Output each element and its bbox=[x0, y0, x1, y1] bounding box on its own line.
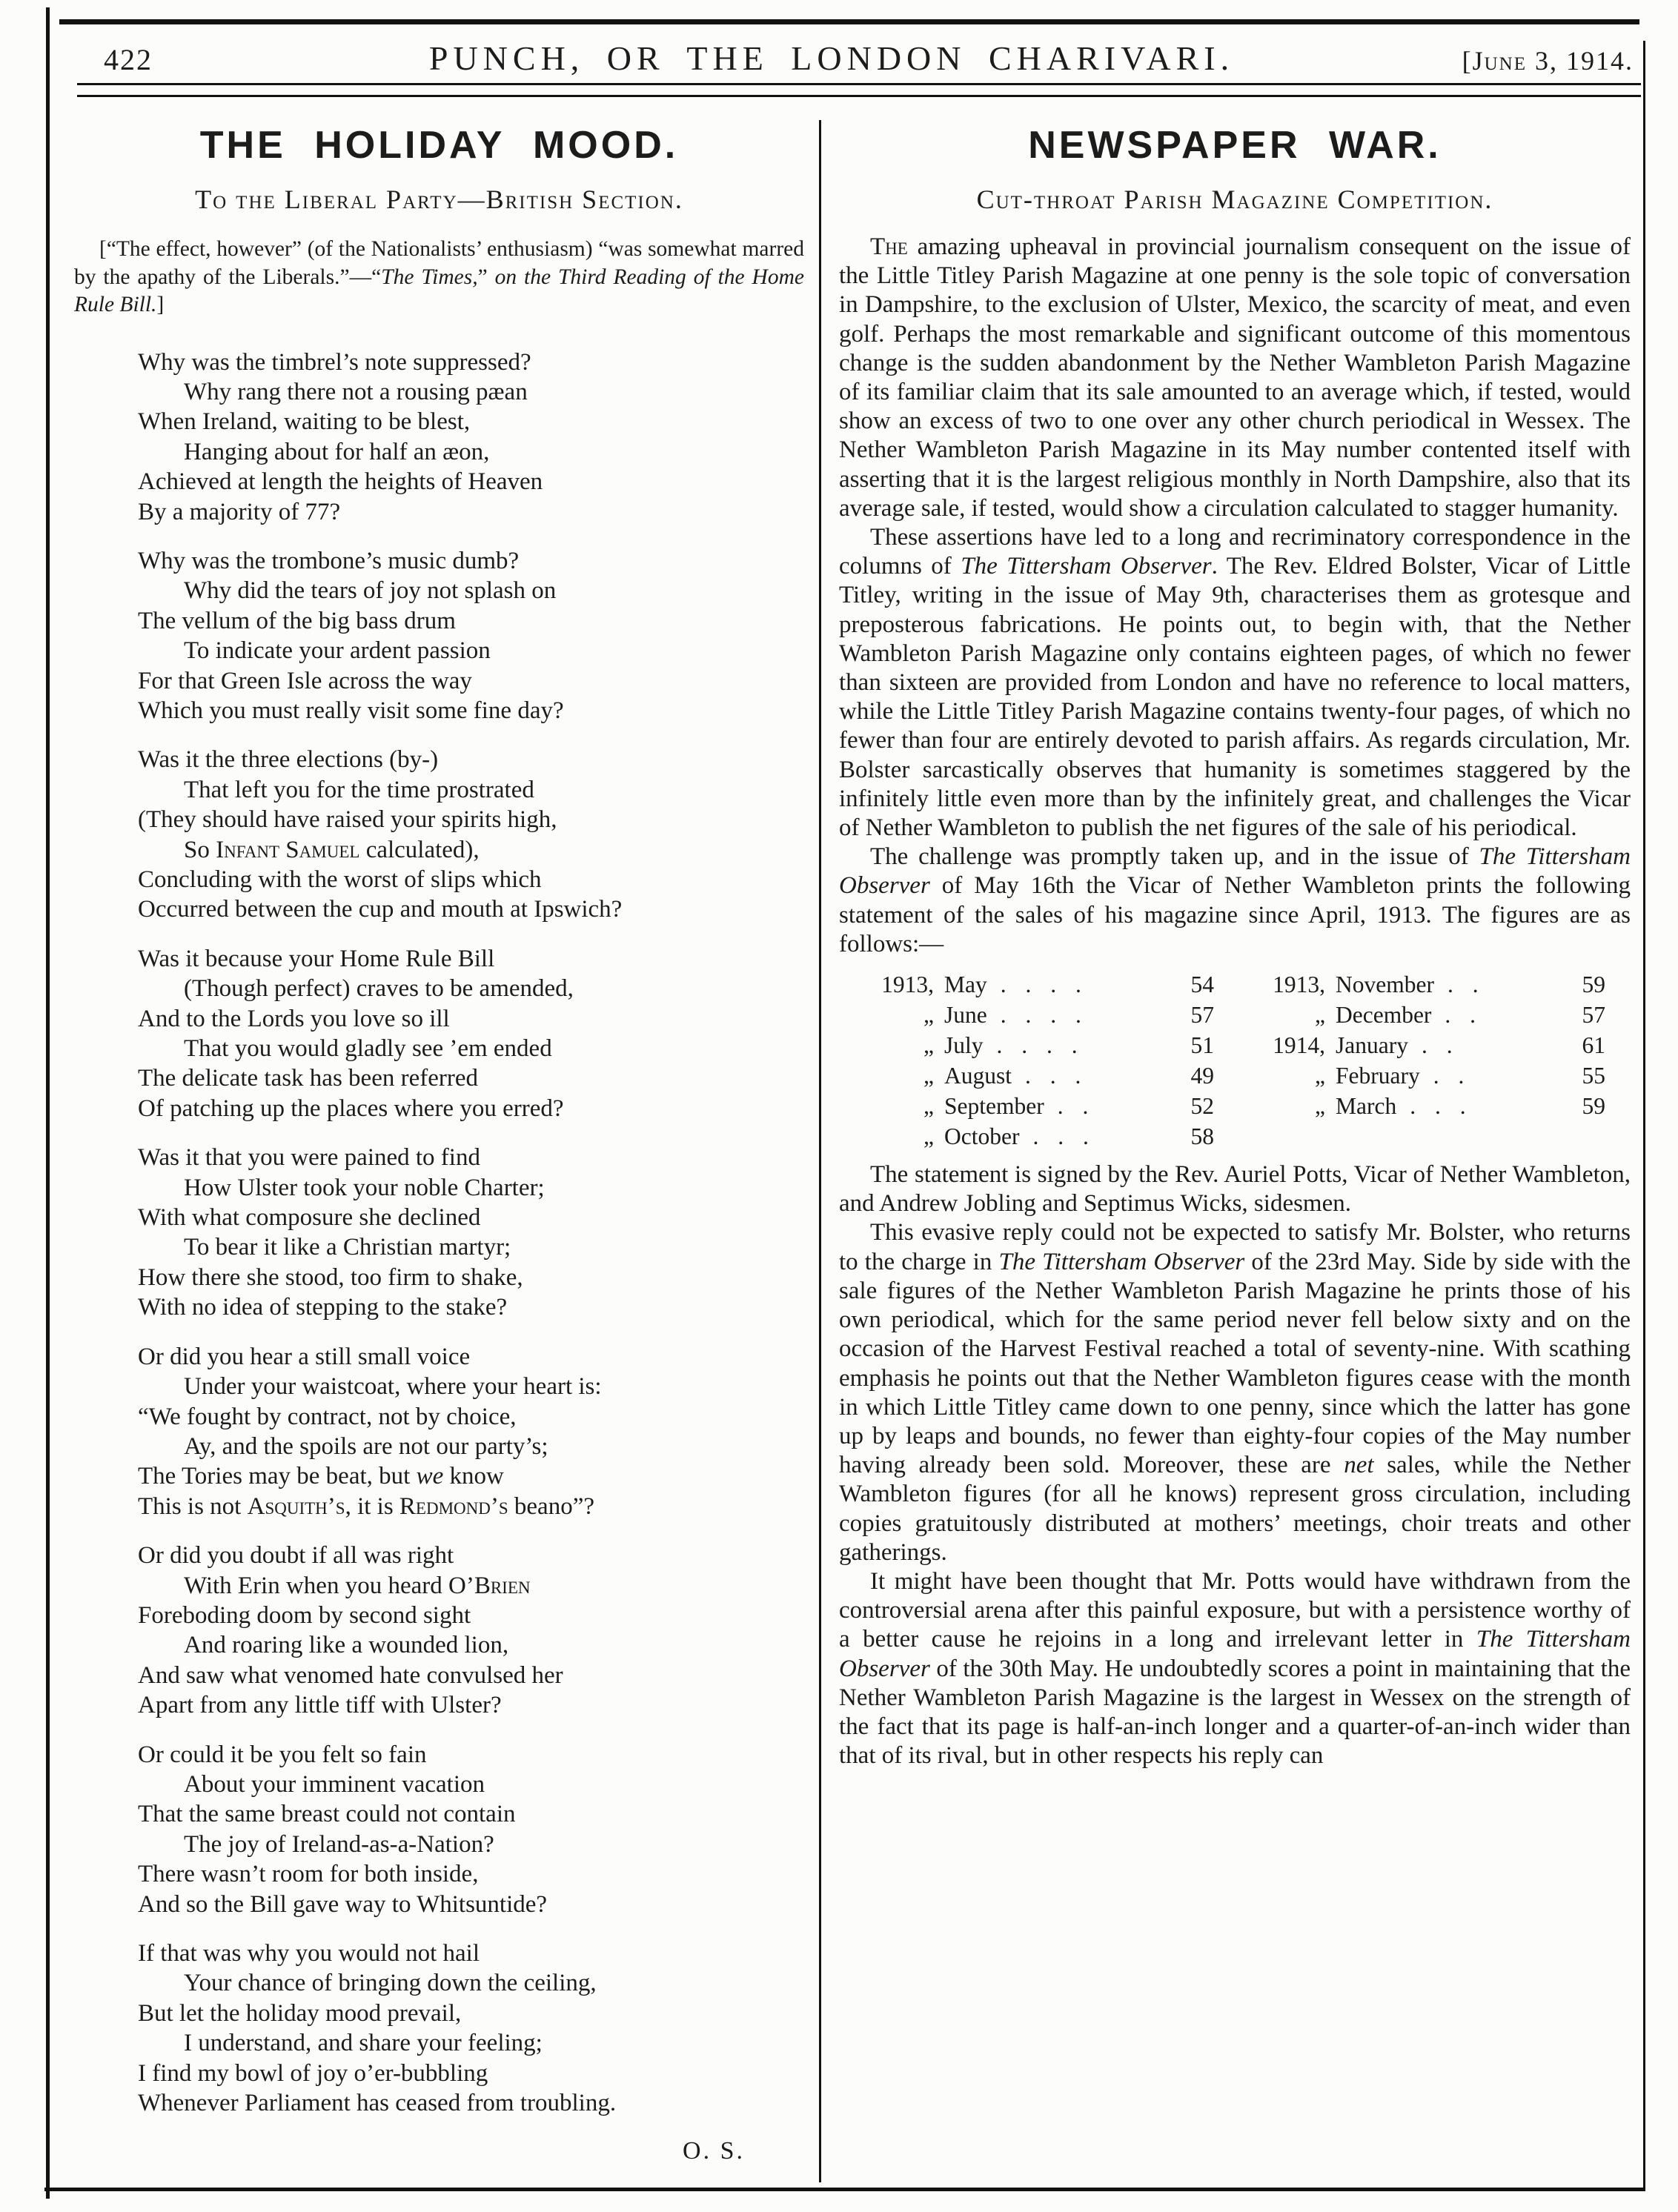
sales-row bbox=[864, 1030, 1214, 1060]
sales-value: 59 bbox=[1582, 1093, 1605, 1120]
sales-table bbox=[839, 969, 1631, 1152]
sales-year: „ bbox=[923, 1123, 934, 1150]
poem-line: (They should have raised your spirits high, bbox=[138, 806, 557, 834]
sales-row bbox=[864, 1121, 1214, 1152]
dot-leader: . . . bbox=[1025, 1063, 1088, 1089]
poem bbox=[138, 348, 804, 2119]
poem-line: Achieved at length the heights of Heaven bbox=[138, 468, 543, 496]
poem-line: This is not Asquith’s, it is Redmond’s beano”? bbox=[138, 1492, 594, 1520]
poem-line: Your chance of bringing down the ceiling, bbox=[184, 1970, 597, 1997]
header-double-rule bbox=[77, 83, 1641, 97]
poem-stanza bbox=[138, 1342, 804, 1521]
article-holiday-mood bbox=[74, 110, 804, 2182]
poem-line: Concluding with the worst of slips which bbox=[138, 866, 542, 893]
poem-line: If that was why you would not hail bbox=[138, 1940, 480, 1967]
poem-line: The joy of Ireland-as-a-Nation? bbox=[184, 1830, 494, 1858]
paragraph: It might have been thought that Mr. Potts would have withdrawn from the controversial arena after this painful exposure, but with a persistence worthy of a better cause he rejoins in a long and irrelevant letter in The Tittersham Observer of the 30th May. He undoubtedly scores a point in maintaining that the Nether Wambleton Parish Magazine is the largest in Wessex on the strength of the fact that its page is half-an-inch longer and a quarter-of-an-inch wider than that of its rival, but in other respects his reply can bbox=[839, 1567, 1631, 1770]
issue-date: [June 3, 1914. bbox=[1462, 46, 1634, 76]
sales-row bbox=[864, 1060, 1214, 1091]
poem-line: Occurred between the cup and mouth at Ipswich? bbox=[138, 896, 623, 923]
poem-line: Was it because your Home Rule Bill bbox=[138, 945, 495, 972]
sales-row bbox=[1256, 969, 1605, 1000]
poem-line: I find my bowl of joy o’er-bubbling bbox=[138, 2059, 488, 2087]
sales-value: 52 bbox=[1190, 1093, 1214, 1120]
sales-table-column bbox=[1256, 969, 1605, 1152]
sales-row bbox=[864, 969, 1214, 1000]
poem-line: Why did the tears of joy not splash on bbox=[184, 577, 557, 605]
sales-value: 59 bbox=[1582, 972, 1605, 998]
dot-leader: . . . . bbox=[1000, 1002, 1088, 1029]
poem-line: Which you must really visit some fine day? bbox=[138, 697, 564, 724]
poem-line: About your imminent vacation bbox=[184, 1770, 485, 1798]
poem-line: Whenever Parliament has ceased from troubling. bbox=[138, 2090, 617, 2117]
dot-leader: . . bbox=[1057, 1093, 1095, 1120]
poem-line: Was it the three elections (by-) bbox=[138, 746, 439, 774]
poem-line: “We fought by contract, not by choice, bbox=[138, 1403, 517, 1430]
sales-month: May bbox=[944, 972, 987, 998]
article-body bbox=[839, 233, 1631, 1770]
poem-line: Under your waistcoat, where your heart is: bbox=[184, 1373, 602, 1401]
poem-line: But let the holiday mood prevail, bbox=[138, 1999, 462, 2027]
sales-row bbox=[864, 1000, 1214, 1030]
poem-line: Of patching up the places where you erred? bbox=[138, 1095, 564, 1122]
paragraph: This evasive reply could not be expected to satisfy Mr. Bolster, who returns to the charge in The Tittersham Observer of the 23rd May. Side by side with the sale figures of the Nether Wambleton Parish Magazine he prints those of his own periodical, which for the same period never fell below sixty and on the occasion of the Harvest Festival reached a total of seventy-nine. With scathing emphasis he points out that the Nether Wambleton figures cease with the month in which Little Titley came down to one penny, since which the latter has gone up by leaps and bounds, no fewer than eighty-four copies of the May number having already been sold. Moreover, these are net sales, while the Nether Wambleton figures (for all he knows) represent gross circulation, including copies gratuitously distributed at mothers’ meetings, choir treats and other gatherings. bbox=[839, 1219, 1631, 1566]
article-newspaper-war bbox=[839, 110, 1631, 2182]
dot-leader: . . . bbox=[1410, 1093, 1473, 1120]
sales-year: „ bbox=[923, 1093, 934, 1120]
sales-year: „ bbox=[1315, 1002, 1325, 1029]
sales-year: „ bbox=[923, 1063, 934, 1089]
article-subtitle-left: To the Liberal Party—British Section. bbox=[195, 185, 683, 214]
paragraph: The amazing upheaval in provincial journalism consequent on the issue of the Little Titley Parish Magazine at one penny is the sole topic of conversation in Dampshire, to the exclusion of Ulster, Mexico, the scarcity of meat, and even golf. Perhaps the most remarkable and significant outcome of this momentous change is the sudden abandonment by the Nether Wambleton Parish Magazine of its familiar claim that its sale amounted to an average which, if tested, would show an excess of two to one over any other church periodical in Wessex. The Nether Wambleton Parish Magazine in its May number contented itself with asserting that it is the largest religious monthly in North Dampshire, also that its average sale, if tested, would show a circulation calculated to stagger humanity. bbox=[839, 233, 1631, 522]
page-header bbox=[74, 39, 1634, 84]
poem-line: I understand, and share your feeling; bbox=[184, 2030, 543, 2057]
poem-line: Or did you hear a still small voice bbox=[138, 1343, 471, 1370]
epigraph: [“The effect, however” (of the Nationalists’ enthusiasm) “was somewhat marred by the apathy of the Liberals.”—“The Times,” on the Third Reading of the Home Rule Bill.] bbox=[74, 237, 804, 316]
poem-line: Ay, and the spoils are not our party’s; bbox=[184, 1432, 548, 1460]
poem-stanza bbox=[138, 1939, 804, 2118]
author-signature: O. S. bbox=[683, 2137, 745, 2165]
sales-value: 49 bbox=[1190, 1063, 1214, 1089]
sales-value: 54 bbox=[1190, 972, 1214, 998]
sales-value: 57 bbox=[1190, 1002, 1214, 1029]
sales-month: November bbox=[1336, 972, 1434, 998]
poem-stanza bbox=[138, 348, 804, 527]
poem-stanza bbox=[138, 1541, 804, 1720]
page-left-edge-line bbox=[46, 7, 50, 2199]
poem-line: With Erin when you heard O’Brien bbox=[184, 1572, 531, 1599]
poem-line: With no idea of stepping to the stake? bbox=[138, 1294, 508, 1321]
poem-stanza bbox=[138, 1143, 804, 1322]
sales-value: 51 bbox=[1190, 1032, 1214, 1059]
poem-line: By a majority of 77? bbox=[138, 498, 341, 525]
poem-line: With what composure she declined bbox=[138, 1204, 481, 1232]
dot-leader: . . bbox=[1445, 1002, 1483, 1029]
sales-value: 57 bbox=[1582, 1002, 1605, 1029]
poem-line: The Tories may be beat, but we know bbox=[138, 1463, 504, 1490]
page-right-edge-line bbox=[1643, 41, 1645, 2191]
sales-month: February bbox=[1336, 1063, 1420, 1089]
dot-leader: . . bbox=[1447, 972, 1485, 998]
poem-line: And so the Bill gave way to Whitsuntide? bbox=[138, 1890, 548, 1918]
poem-line: And saw what venomed hate convulsed her bbox=[138, 1661, 563, 1689]
sales-month: June bbox=[944, 1002, 987, 1029]
publication-title: PUNCH, OR THE LONDON CHARIVARI. bbox=[428, 39, 1235, 77]
poem-line: How Ulster took your noble Charter; bbox=[184, 1174, 545, 1201]
poem-line: Was it that you were pained to find bbox=[138, 1144, 480, 1172]
sales-year: „ bbox=[1315, 1093, 1325, 1120]
sales-month: July bbox=[944, 1032, 984, 1059]
poem-line: The delicate task has been referred bbox=[138, 1065, 478, 1092]
dot-leader: . . bbox=[1421, 1032, 1459, 1059]
sales-table-column bbox=[864, 969, 1214, 1152]
poem-stanza bbox=[138, 1740, 804, 1919]
top-rule bbox=[59, 19, 1639, 24]
dot-leader: . . . bbox=[1032, 1123, 1095, 1150]
article-subtitle-right: Cut-throat Parish Magazine Competition. bbox=[976, 185, 1493, 214]
poem-line: The vellum of the big bass drum bbox=[138, 607, 456, 634]
sales-value: 55 bbox=[1582, 1063, 1605, 1089]
sales-year: 1913, bbox=[1273, 972, 1325, 998]
sales-month: December bbox=[1336, 1002, 1432, 1029]
sales-year: 1914, bbox=[1273, 1032, 1325, 1059]
sales-month: January bbox=[1336, 1032, 1408, 1059]
poem-line: And to the Lords you love so ill bbox=[138, 1005, 450, 1032]
sales-row bbox=[1256, 1091, 1605, 1121]
sales-month: March bbox=[1336, 1093, 1397, 1120]
poem-line: To bear it like a Christian martyr; bbox=[184, 1234, 511, 1261]
column-divider-rule bbox=[819, 120, 821, 2182]
sales-row bbox=[1256, 1000, 1605, 1030]
dot-leader: . . . . bbox=[1000, 972, 1088, 998]
poem-line: Why rang there not a rousing pæan bbox=[184, 378, 528, 405]
poem-line: Why was the trombone’s music dumb? bbox=[138, 547, 520, 574]
poem-line: When Ireland, waiting to be blest, bbox=[138, 408, 471, 436]
poem-line: To indicate your ardent passion bbox=[184, 637, 491, 665]
poem-line: Foreboding doom by second sight bbox=[138, 1601, 471, 1629]
poem-line: That left you for the time prostrated bbox=[184, 776, 534, 803]
poem-line: Apart from any little tiff with Ulster? bbox=[138, 1692, 502, 1719]
poem-stanza bbox=[138, 944, 804, 1123]
sales-month: September bbox=[944, 1093, 1044, 1120]
sales-month: August bbox=[944, 1063, 1012, 1089]
sales-value: 58 bbox=[1190, 1123, 1214, 1150]
dot-leader: . . . . bbox=[996, 1032, 1084, 1059]
page-number: 422 bbox=[104, 43, 153, 76]
sales-year: „ bbox=[1315, 1063, 1325, 1089]
poem-line: Or could it be you felt so fain bbox=[138, 1741, 427, 1768]
poem-line: Why was the timbrel’s note suppressed? bbox=[138, 348, 531, 376]
paragraph: These assertions have led to a long and recriminatory correspondence in the columns of The Tittersham Observer. The Rev. Eldred Bolster, Vicar of Little Titley, writing in the issue of May 9th, characterises them as grotesque and preposterous fabrications. He points out, to begin with, that the Nether Wambleton Parish Magazine only contains eighteen pages, of which no fewer than sixteen are provided from London and have no reference to local matters, while the Little Titley Parish Magazine contains twenty-four pages, of which no fewer than four are entirely devoted to parish affairs. As regards circulation, Mr. Bolster sarcastically observes that humanity is sometimes staggered by the infinitely little even more than by the infinitely great, and challenges the Vicar of Nether Wambleton to publish the net figures of the sale of his periodical. bbox=[839, 524, 1631, 842]
poem-line: For that Green Isle across the way bbox=[138, 667, 472, 694]
article-title-left: THE HOLIDAY MOOD. bbox=[199, 124, 679, 167]
poem-line: Hanging about for half an æon, bbox=[184, 438, 490, 465]
poem-stanza bbox=[138, 546, 804, 725]
sales-year: „ bbox=[923, 1002, 934, 1029]
sales-year: „ bbox=[923, 1032, 934, 1059]
poem-line: And roaring like a wounded lion, bbox=[184, 1632, 509, 1659]
sales-row bbox=[1256, 1060, 1605, 1091]
sales-row bbox=[1256, 1030, 1605, 1060]
sales-month: October bbox=[944, 1123, 1020, 1150]
sales-row bbox=[864, 1091, 1214, 1121]
dot-leader: . . bbox=[1433, 1063, 1471, 1089]
poem-line: So Infant Samuel calculated), bbox=[184, 836, 480, 863]
bottom-rule bbox=[44, 2188, 1645, 2191]
poem-line: (Though perfect) craves to be amended, bbox=[184, 975, 574, 1003]
poem-line: There wasn’t room for both inside, bbox=[138, 1861, 479, 1888]
poem-stanza bbox=[138, 745, 804, 924]
sales-value: 61 bbox=[1582, 1032, 1605, 1059]
sales-year: 1913, bbox=[881, 972, 934, 998]
paragraph: The statement is signed by the Rev. Auriel Potts, Vicar of Nether Wambleton, and Andrew Jobling and Septimus Wicks, sidesmen. bbox=[839, 1161, 1631, 1218]
page-columns bbox=[74, 110, 1631, 2182]
paragraph: The challenge was promptly taken up, and in the issue of The Tittersham Observer of May 16th the Vicar of Nether Wambleton prints the following statement of the sales of his magazine since April, 1913. The figures are as follows:— bbox=[839, 843, 1631, 957]
poem-line: That the same breast could not contain bbox=[138, 1801, 516, 1828]
poem-line: How there she stood, too firm to shake, bbox=[138, 1263, 523, 1291]
poem-line: That you would gladly see ’em ended bbox=[184, 1035, 552, 1063]
poem-line: Or did you doubt if all was right bbox=[138, 1542, 454, 1570]
article-title-right: NEWSPAPER WAR. bbox=[1028, 124, 1442, 167]
